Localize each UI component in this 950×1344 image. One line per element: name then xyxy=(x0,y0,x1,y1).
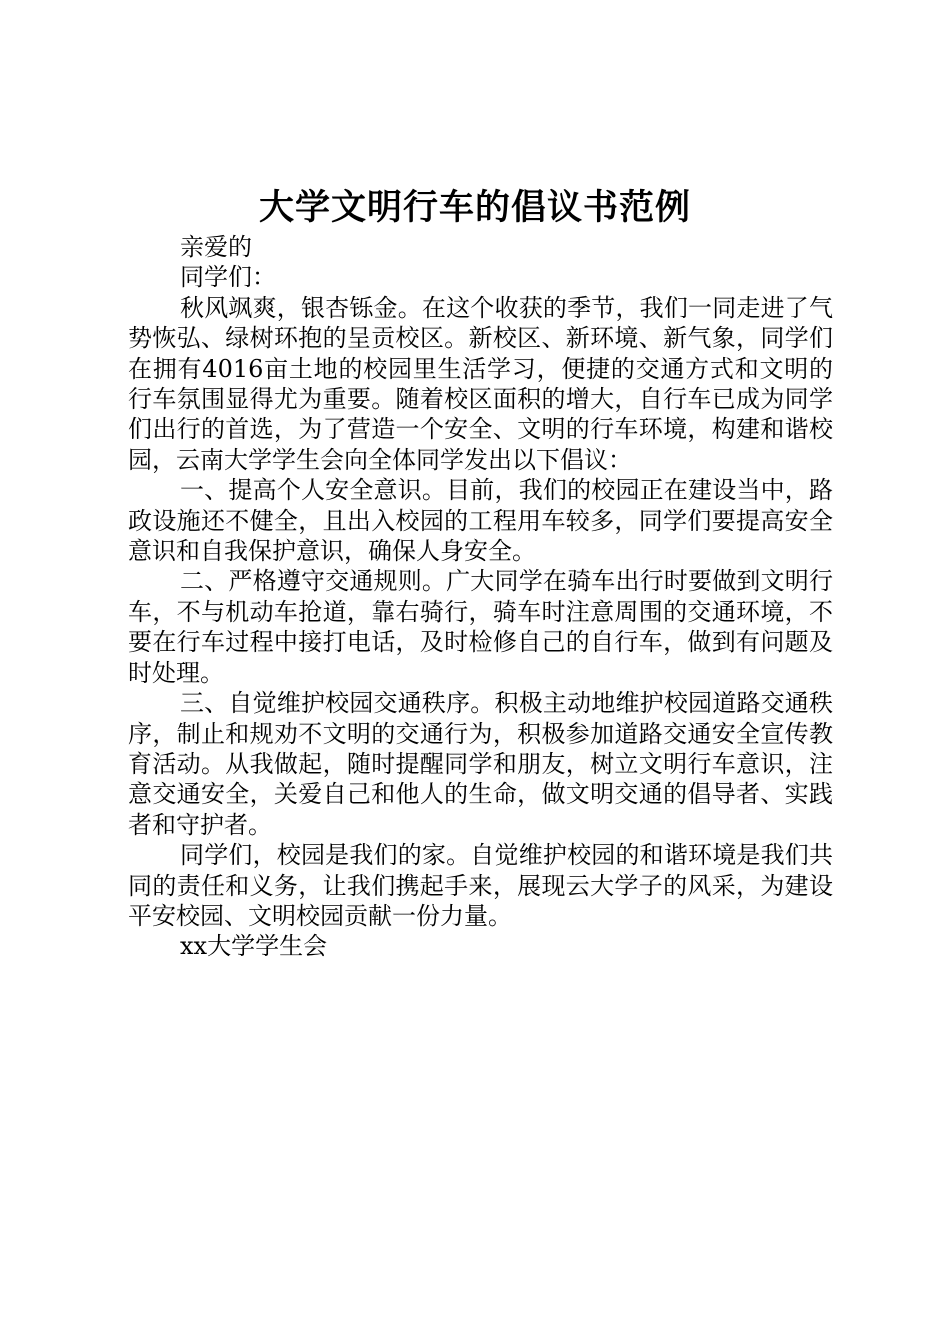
paragraph-item-2: 二、严格遵守交通规则。广大同学在骑车出行时要做到文明行车，不与机动车抢道，靠右骑行，骑车时注意周围的交通环境，不要在行车过程中接打电话，及时检修自己的自行车，做到有问题及时处理。 xyxy=(128,567,833,687)
signature: xx大学学生会 xyxy=(180,932,328,961)
document-body xyxy=(128,232,833,962)
salutation-line-1: 亲爱的 xyxy=(180,233,252,261)
paragraph-item-1: 一、提高个人安全意识。目前，我们的校园正在建设当中，路政设施还不健全，且出入校园的工程用车较多，同学们要提高安全意识和自我保护意识，确保人身安全。 xyxy=(128,476,833,566)
document-title: 大学文明行车的倡议书范例 xyxy=(258,188,691,228)
paragraph-intro: 秋风飒爽，银杏铄金。在这个收获的季节，我们一同走进了气势恢弘、绿树环抱的呈贡校区。新校区、新环境、新气象，同学们在拥有4016亩土地的校园里生活学习，便捷的交通方式和文明的行车氛围显得尤为重要。随着校区面积的增大，自行车已成为同学们出行的首选，为了营造一个安全、文明的行车环境，构建和谐校园，云南大学学生会向全体同学发出以下倡议： xyxy=(128,293,833,474)
paragraph-closing: 同学们，校园是我们的家。自觉维护校园的和谐环境是我们共同的责任和义务，让我们携起手来，展现云大学子的风采，为建设平安校园、文明校园贡献一份力量。 xyxy=(128,841,833,930)
salutation-line-2: 同学们： xyxy=(180,263,276,292)
paragraph-item-3: 三、自觉维护校园交通秩序。积极主动地维护校园道路交通秩序，制止和规劝不文明的交通行为，积极参加道路交通安全宣传教育活动。从我做起，随时提醒同学和朋友，树立文明行车意识，注意交通安全，关爱自己和他人的生命，做文明交通的倡导者、实践者和守护者。 xyxy=(128,689,833,839)
